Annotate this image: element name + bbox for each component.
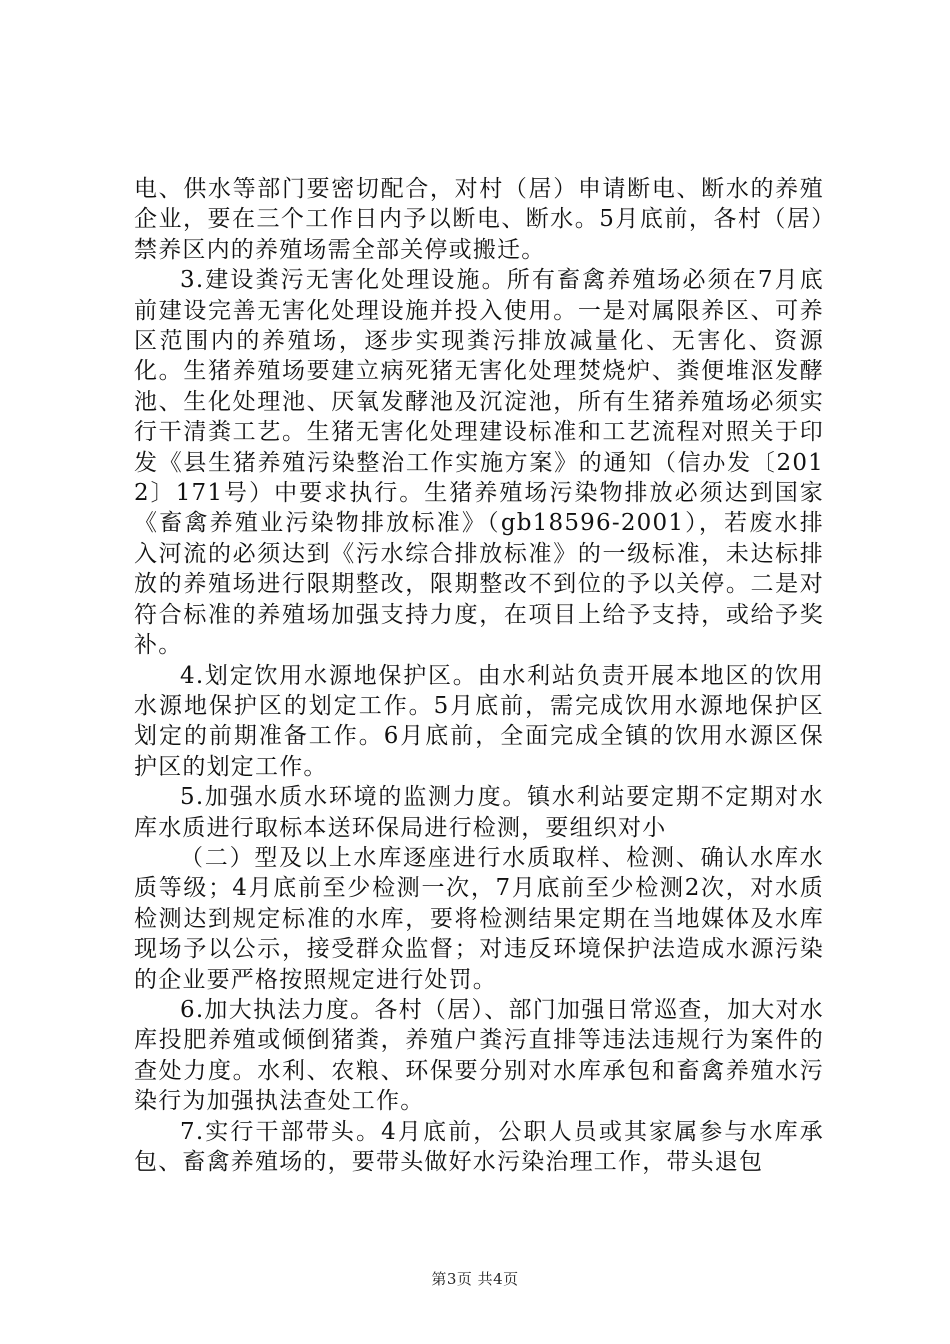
paragraph-item-5: 5.加强水质水环境的监测力度。镇水利站要定期不定期对水库水质进行取标本送环保局进行检测，要组织对小 xyxy=(134,784,824,841)
paragraph-item-6: 6.加大执法力度。各村（居）、部门加强日常巡查，加大对水库投肥养殖或倾倒猪粪，养殖户粪污直排等违法违规行为案件的查处力度。水利、农粮、环保要分别对水库承包和畜禽养殖水污染行为加强执法查处工作。 xyxy=(134,996,824,1115)
paragraph-continuation: 电、供水等部门要密切配合，对村（居）申请断电、断水的养殖企业，要在三个工作日内予以断电、断水。5月底前，各村（居）禁养区内的养殖场需全部关停或搬迁。 xyxy=(134,176,824,263)
document-body xyxy=(134,174,824,1177)
paragraph-item-7: 7.实行干部带头。4月底前，公职人员或其家属参与水库承包、畜禽养殖场的，要带头做好水污染治理工作，带头退包 xyxy=(134,1118,824,1175)
paragraph-item-4: 4.划定饮用水源地保护区。由水利站负责开展本地区的饮用水源地保护区的划定工作。5月底前，需完成饮用水源地保护区划定的前期准备工作。6月底前，全面完成全镇的饮用水源区保护区的划定工作。 xyxy=(134,662,824,780)
page-footer: 第3页 共4页 xyxy=(431,1270,519,1288)
paragraph-item-3: 3.建设粪污无害化处理设施。所有畜禽养殖场必须在7月底前建设完善无害化处理设施并投入使用。一是对属限养区、可养区范围内的养殖场，逐步实现粪污排放减量化、无害化、资源化。生猪养殖场要建立病死猪无害化处理焚烧炉、粪便堆沤发酵池、生化处理池、厌氧发酵池及沉淀池，所有生猪养殖场必须实行干清粪工艺。生猪无害化处理建设标准和工艺流程对照关于印发《县生猪养殖污染整治工作实施方案》的通知（信办发〔2012〕171号）中要求执行。生猪养殖场污染物排放必须达到国家《畜禽养殖业污染物排放标准》（gb18596-2001），若废水排入河流的必须达到《污水综合排放标准》的一级标准，未达标排放的养殖场进行限期整改，限期整改不到位的予以关停。二是对符合标准的养殖场加强支持力度，在项目上给予支持，或给予奖补。 xyxy=(134,267,824,659)
paragraph-item-5-continued: （二）型及以上水库逐座进行水质取样、检测、确认水库水质等级；4月底前至少检测一次，7月底前至少检测2次，对水质检测达到规定标准的水库，要将检测结果定期在当地媒体及水库现场予以公示，接受群众监督；对违反环境保护法造成水源污染的企业要严格按照规定进行处罚。 xyxy=(134,844,824,993)
